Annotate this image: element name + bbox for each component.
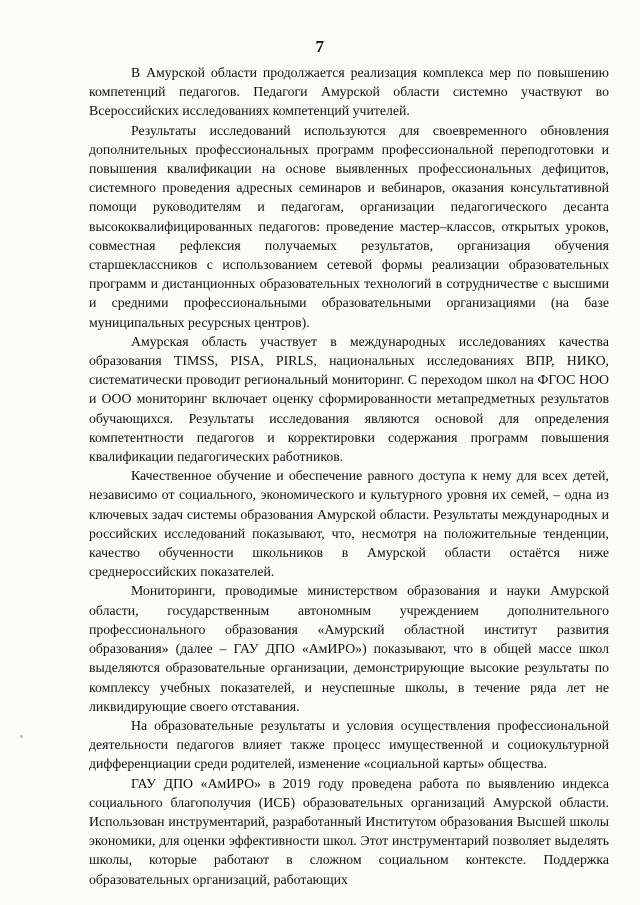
paragraph-research-results: Результаты исследований используются для своевременного обновления дополнительных профессиональных программ профессиональной переподготовки и повышения квалификации на основе выявленных профессиональных дефицитов, системного проведения адресных семинаров и вебинаров, оказания консультативной помощи руководителям и педагогам, организации педагогического десанта высококвалифицированных педагогов: проведение мастер–классов, открытых уроков, совместная рефлексия получаемых результатов, организация обучения старшеклассников с использованием сетевой формы реализации образовательных программ и дистанционных образовательных технологий в сотрудничестве с высшими и средними профессиональными образовательными организациями (на базе муниципальных ресурсных центров). — [89, 122, 609, 330]
document-body — [89, 63, 609, 889]
paragraph-social-wellbeing-index: ГАУ ДПО «АмИРО» в 2019 году проведена работа по выявлению индекса социального благополучия (ИСБ) образовательных организаций Амурской области. Использован инструментарий, разработанный Институтом образования Высшей школы экономики, для оценки эффективности школ. Этот инструментарий позволяет выделять школы, которые работают в сложном социальном контексте. Поддержка образовательных организаций, работающих — [89, 775, 609, 887]
paragraph-monitoring: Мониторинги, проводимые министерством образования и науки Амурской области, государственным автономным учреждением дополнительного профессионального образования «Амурский областной институт развития образования» (далее – ГАУ ДПО «АмИРО») показывают, что в общей массе школ выделяются образовательные организации, демонстрирующие высокие результаты по комплексу учебных показателей, и неуспешные школы, в течение ряда лет не ликвидирующие своего отставания. — [89, 583, 609, 714]
paragraph-international-studies: Амурская область участвует в международных исследованиях качества образования TIMSS, PISA, PIRLS, национальных исследованиях ВПР, НИКО, систематически проводит региональный мониторинг. С переходом школ на ФГОС НОО и ООО мониторинг включает оценку сформированности метапредметных результатов обучающихся. Результаты исследования являются основой для определения компетентности педагогов и корректировки содержания программ повышения квалификации педагогических работников. — [89, 333, 609, 465]
scan-artifact — [20, 735, 23, 738]
paragraph-competence-measures: В Амурской области продолжается реализация комплекса мер по повышению компетенций педагогов. Педагоги Амурской области системно участвуют во Всероссийских исследованиях компетенций учителей. — [89, 65, 609, 119]
page-number: 7 — [315, 37, 325, 56]
paragraph-quality-education: Качественное обучение и обеспечение равного доступа к нему для всех детей, независимо от социального, экономического и культурного уровня их семей, – одна из ключевых задач системы образования Амурской области. Результаты международных и российских исследований показывают, что, несмотря на положительные тенденции, качество обученности школьников в Амурской области остаётся ниже среднероссийских показателей. — [89, 468, 609, 580]
paragraph-educational-results: На образовательные результаты и условия осуществления профессиональной деятельности педагогов влияет также процесс имущественной и социокультурной дифференциации среди родителей, изменение «социальной карты» общества. — [89, 717, 609, 772]
